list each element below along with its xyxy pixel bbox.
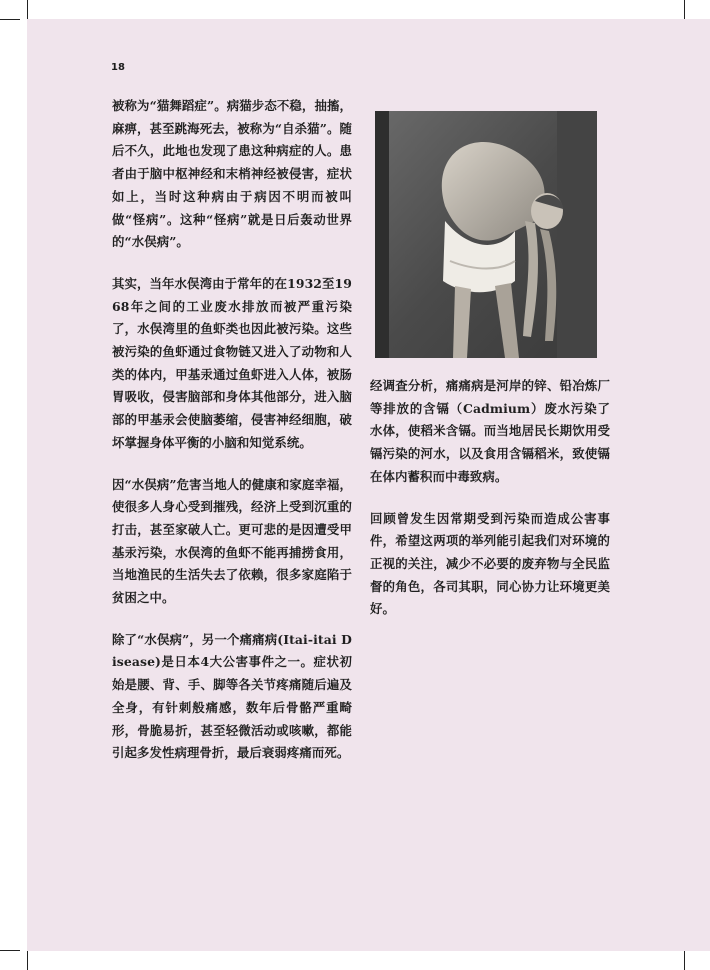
photo-illustration bbox=[375, 111, 597, 358]
page-number: 18 bbox=[111, 62, 125, 73]
paragraph: 被称为“猫舞蹈症”。病猫步态不稳，抽搐，麻痹，甚至跳海死去，被称为“自杀猫”。随后不久，此地也发现了患这种病症的人。患者由于脑中枢神经和末梢神经被侵害，症状如上，当时这种病由于病因不明而被叫做“怪病”。这种“怪病”就是日后轰动世界的“水俣病”。 bbox=[112, 98, 352, 250]
paragraph: 其实，当年水俣湾由于常年的在1932至1968年之间的工业废水排放而被严重污染了，水俣湾里的鱼虾类也因此被污染。这些被污染的鱼虾通过食物链又进入了动物和人类的体内，甲基汞通过鱼虾进入人体，被肠胃吸收，侵害脑部和身体其他部分，进入脑部的甲基汞会使脑萎缩，侵害神经细胞，破坏掌握身体平衡的小脑和知觉系统。 bbox=[112, 275, 352, 450]
crop-mark bbox=[0, 950, 20, 951]
crop-mark bbox=[684, 950, 685, 970]
crop-mark bbox=[27, 0, 28, 20]
paragraph: 因“水俣病”危害当地人的健康和家庭幸福，使很多人身心受到摧残，经济上受到沉重的打击，甚至家破人亡。更可悲的是因遭受甲基汞污染，水俣湾的鱼虾不能再捕捞食用，当地渔民的生活失去了依赖，很多家庭陷于贫困之中。 bbox=[112, 476, 352, 606]
left-column bbox=[112, 95, 352, 784]
paragraph: 除了“水俣病”，另一个痛痛病(Itai-itai Disease)是日本4大公害事件之一。症状初始是腰、背、手、脚等各关节疼痛随后遍及全身，有针刺般痛感，数年后骨骼严重畸形，骨脆易折，甚至轻微活动或咳嗽，都能引起多发性病理骨折，最后衰弱疼痛而死。 bbox=[112, 631, 352, 761]
crop-mark bbox=[27, 950, 28, 970]
paragraph: 回顾曾发生因常期受到污染而造成公害事件，希望这两项的举列能引起我们对环境的正视的关注，减少不必要的废弃物与全民监督的角色，各司其职，同心协力让环境更美好。 bbox=[370, 510, 610, 617]
paragraph: 经调查分析，痛痛病是河岸的锌、铅冶炼厂等排放的含镉（Cadmium）废水污染了水体，使稻米含镉。而当地居民长期饮用受镉污染的河水，以及食用含镉稻米，致使镉在体内蓄积而中毒致病。 bbox=[370, 378, 610, 484]
crop-mark bbox=[0, 19, 20, 20]
right-column bbox=[370, 375, 610, 640]
crop-mark bbox=[684, 0, 685, 20]
patient-photo bbox=[375, 111, 597, 358]
